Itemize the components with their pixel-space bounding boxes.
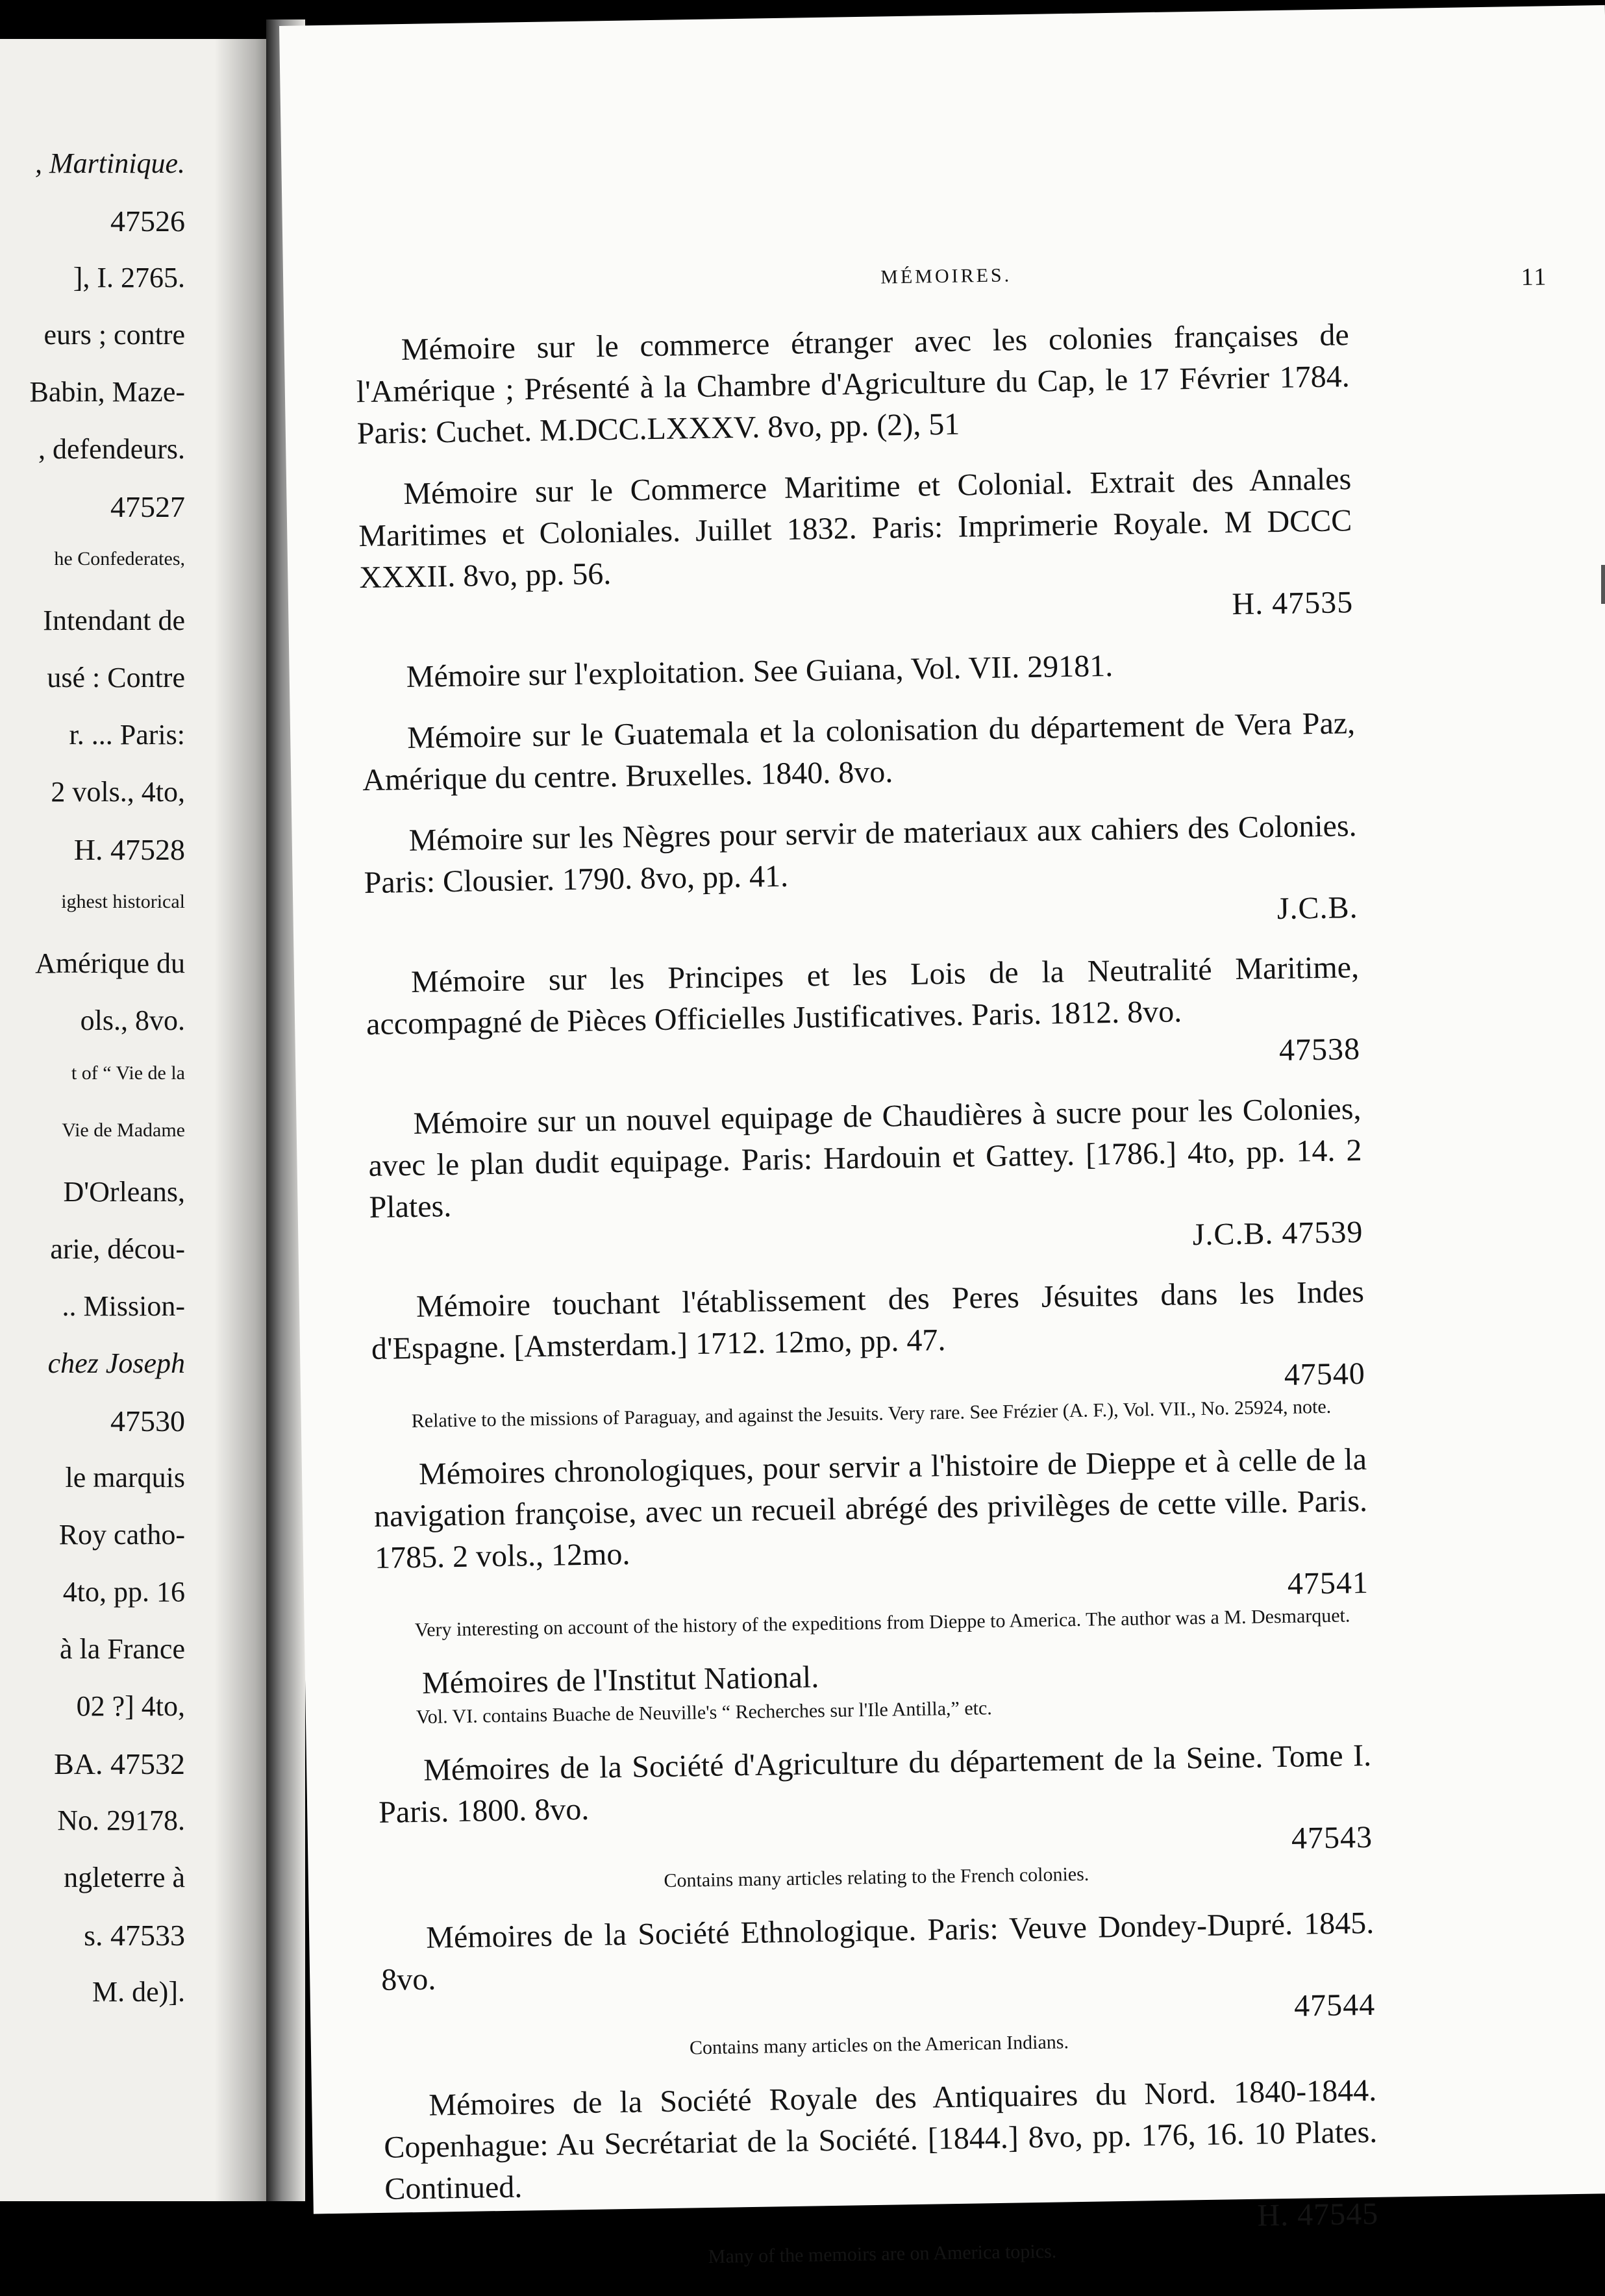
entry-text: Mémoire sur l'exploitation. See Guiana, Vol. VII. 29181. [406,648,1114,695]
entry-text: Mémoires de la Société Royale des Antiquaires du Nord. 1840-1844. Copenhague: Au Secrétariat de la Société. [1844.] 8vo, pp. 176, 16. 10 Plates. Continued. [383,2073,1378,2206]
entry-text: Mémoire sur le Guatemala et la colonisation du département de Vera Paz, Amérique du centre. Bruxelles. 1840. 8vo. [362,706,1356,798]
entry-note: Contains many articles relating to the French colonies. [664,1863,1089,1892]
entry-reference-number: 47540 [1284,1356,1366,1392]
entry-note: Relative to the missions of Paraguay, and against the Jesuits. Very rare. See Frézier (A. F.), Vol. VII., No. 25924, note. [411,1395,1332,1432]
bibliography-entry [355,314,1350,455]
left-page-line: Babin, Maze- [29,376,185,408]
running-header: MÉMOIRES. [880,264,1012,288]
left-page-line: eurs ; contre [44,319,185,351]
left-page-line: No. 29178. [57,1804,185,1836]
entry-note: Many of the memoirs are on America topics. [708,2240,1057,2268]
left-page-line: M. de)]. [92,1976,185,2008]
left-page-line: 47526 [110,205,185,238]
left-page-line: Vie de Madame [62,1119,185,1141]
left-page-line: chez Joseph [47,1347,185,1379]
left-page-line: arie, décou- [50,1233,185,1265]
left-page-line: 2 vols., 4to, [51,776,185,808]
bibliography-entry [358,458,1354,638]
entry-reference-number: 47543 [1291,1819,1373,1856]
entry-reference-number: 47541 [1287,1565,1369,1601]
left-page-line: .. Mission- [62,1290,185,1322]
left-page-line: t of “ Vie de la [71,1062,185,1084]
bibliography-entry [367,1088,1363,1267]
entry-note: Contains many articles on the American Indians. [689,2031,1069,2059]
left-page-line: 4to, pp. 16 [62,1576,185,1608]
bibliography-entry [360,642,1354,699]
entry-text: Mémoires de la Société d'Agriculture du département de la Seine. Tome I. Paris. 1800. 8vo. [378,1738,1372,1830]
left-page-line: Roy catho- [58,1519,185,1551]
left-page-line: ighest historical [61,891,185,912]
entry-text: Mémoire sur le Commerce Maritime et Colonial. Extrait des Annales Maritimes et Coloniales. Juillet 1832. Paris: Imprimerie Royale. M DCCC XXXII. 8vo, pp. 56. [358,462,1352,595]
left-page-line: 47527 [110,490,185,523]
left-page-line: 02 ?] 4to, [76,1690,185,1722]
left-page-line: ], I. 2765. [73,262,185,293]
left-page-line: s. 47533 [84,1919,185,1952]
right-page [279,5,1605,2268]
entry-text: Mémoire sur les Nègres pour servir de materiaux aux cahiers des Colonies. Paris: Clousier. 1790. 8vo, pp. 41. [364,808,1357,901]
bibliography-entry [373,1439,1369,1644]
entry-reference-number: H. 47535 [1232,585,1354,622]
left-page-line: BA. 47532 [54,1747,185,1780]
entry-reference-number: H. 47545 [1257,2196,1379,2233]
bibliography-entry [383,2070,1379,2275]
entry-text: Mémoires de la Société Ethnologique. Paris: Veuve Dondey-Dupré. 1845. 8vo. [380,1905,1375,1997]
left-page-line: , defendeurs. [38,433,185,465]
entry-text: Mémoires chronologiques, pour servir a l'histoire de Dieppe et à celle de la navigation françoise, avec un recueil abrégé des privilèges de cette ville. Paris. 1785. 2 vols., 12mo. [373,1441,1368,1575]
left-page-line: he Confederates, [54,548,185,569]
left-page-line: Amérique du [35,947,185,979]
entry-note: Very interesting on account of the history of the expeditions from Dieppe to America. The author was a M. Desmarquet. [414,1604,1350,1641]
left-page-line: H. 47528 [73,833,185,866]
left-page-line: ols., 8vo. [80,1004,185,1036]
bibliography-entries [355,314,1379,2295]
left-page-line: usé : Contre [47,662,185,693]
entry-text: Mémoire sur le commerce étranger avec les colonies françaises de l'Amérique ; Présenté à la Chambre d'Agriculture du Cap, le 17 Février 1784. Paris: Cuchet. M.DCC.LXXXV. 8vo, pp. (2), 51 [356,318,1350,451]
left-page-line: à la France [60,1633,185,1665]
scan-edge-mark [1601,565,1605,604]
entry-text: Mémoire sur les Principes et les Lois de la Neutralité Maritime, accompagné de Pièces Officielles Justificatives. Paris. 1812. 8vo. [366,950,1360,1042]
bibliography-entry [380,1903,1376,2066]
entry-reference-number: J.C.B. [1276,890,1358,927]
left-page-line: , Martinique. [35,147,185,179]
left-page-line: le marquis [65,1462,185,1493]
left-page-line: D'Orleans, [63,1176,185,1208]
page-number: 11 [1521,263,1548,292]
bibliography-entry [362,703,1356,801]
entry-reference-number: 47538 [1278,1032,1361,1068]
left-page-line: r. ... Paris: [69,719,185,751]
bibliography-entry [366,947,1361,1084]
bibliography-entry [371,1271,1366,1435]
entry-note: Vol. VI. contains Buache de Neuville's “ Recherches sur l'Ile Antilla,” etc. [416,1697,993,1728]
left-page-line: ngleterre à [64,1862,185,1893]
entry-text: Mémoire touchant l'établissement des Peres Jésuites dans les Indes d'Espagne. [Amsterdam.] 1712. 12mo, pp. 47. [371,1274,1365,1367]
left-page-line: 47530 [110,1404,185,1438]
bibliography-entry [363,805,1358,943]
entry-reference-number: J.C.B. 47539 [1192,1215,1363,1253]
bibliography-entry [377,1648,1371,1731]
left-page-line: Intendant de [43,605,185,636]
entry-reference-number: 47544 [1293,1987,1376,2023]
bibliography-entry [378,1735,1373,1899]
entry-text: Mémoire sur un nouvel equipage de Chaudières à sucre pour les Colonies, avec le plan dudit equipage. Paris: Hardouin et Gattey. [1786.] 4to, pp. 14. 2 Plates. [368,1092,1362,1225]
entry-text: Mémoires de l'Institut National. [421,1660,819,1701]
